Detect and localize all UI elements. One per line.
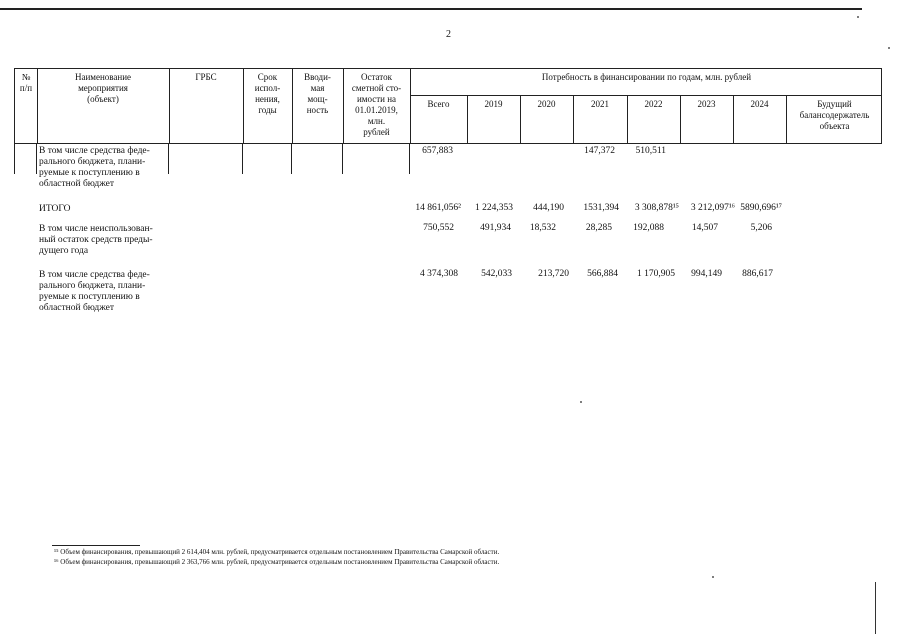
col-divider (291, 144, 292, 174)
footnotes (54, 547, 694, 567)
row-label: ИТОГО (39, 204, 71, 214)
row-value: 542,033 (481, 269, 512, 279)
scan-edge-mark (875, 582, 876, 634)
header-capacity: Вводи- мая мощ- ность (304, 72, 331, 115)
header-no: № п/п (19, 72, 33, 93)
row-value: 28,285 (585, 223, 612, 233)
header-balance: Остаток сметной сто- имости на 01.01.2019, млн. рублей (351, 72, 402, 137)
header-term: Срок испол- нения, годы (254, 72, 281, 115)
row-value: 1531,394 (583, 203, 619, 213)
header-need: Потребность в финансировании по годам, млн. рублей (541, 72, 752, 82)
header-subrule (410, 95, 881, 96)
header-year: 2023 (697, 99, 716, 109)
row-value: 5,206 (750, 223, 772, 233)
footnote-15: ¹⁵ Объем финансирования, превышающий 2 614,404 млн. рублей, предусматривается отдельным постановлением Правительства Самарской области. (54, 548, 500, 556)
header-year: 2022 (644, 99, 663, 109)
header-grbs: ГРБС (195, 72, 217, 82)
row-value: 566,884 (587, 269, 618, 279)
top-rule (0, 8, 862, 10)
row-total: 657,883 (422, 146, 453, 156)
scan-speck (712, 576, 714, 578)
row-value: 1 170,905 (637, 269, 675, 279)
scan-speck (888, 47, 890, 49)
col-divider (342, 144, 343, 174)
row-value: 192,088 (633, 223, 664, 233)
row-value: 5890,696¹⁷ (740, 203, 782, 213)
header-name: Наименование мероприятия (объект) (74, 72, 132, 104)
header-year: 2021 (591, 99, 609, 109)
scan-speck (580, 401, 582, 403)
row-value: 14,507 (691, 223, 718, 233)
row-value: 491,934 (480, 223, 511, 233)
row-value: 510,511 (635, 146, 666, 156)
page-number: 2 (446, 29, 451, 40)
row-value: 3 212,097¹⁶ (690, 203, 735, 213)
col-divider (14, 144, 15, 174)
header-year: 2020 (537, 99, 556, 109)
row-value: 886,617 (742, 269, 773, 279)
col-divider (36, 144, 37, 174)
row-value: 1 224,353 (475, 203, 513, 213)
row-value: 213,720 (538, 269, 569, 279)
col-divider (168, 144, 169, 174)
row-total: 750,552 (423, 223, 454, 233)
col-divider (242, 144, 243, 174)
row-value: 18,532 (529, 223, 556, 233)
table-header (14, 68, 882, 144)
row-value: 994,149 (691, 269, 722, 279)
row-value: 444,190 (533, 203, 564, 213)
row-label: В том числе средства феде- рального бюджета, плани- руемые к поступлению в областной бюджет (39, 146, 150, 189)
row-total: 14 861,056² (415, 203, 461, 213)
row-value: 3 308,878¹⁵ (634, 203, 679, 213)
header-holder: Будущий балансодержатель объекта (799, 99, 870, 131)
header-year: 2024 (750, 99, 769, 109)
header-total: Всего (427, 99, 450, 109)
scan-speck (857, 16, 859, 18)
header-year: 2019 (484, 99, 503, 109)
footnote-rule (52, 545, 140, 546)
row-label: В том числе неиспользован- ный остаток средств преды- дущего года (39, 224, 153, 256)
row-total: 4 374,308 (420, 269, 458, 279)
row-label: В том числе средства феде- рального бюджета, плани- руемые к поступлению в областной бюджет (39, 270, 150, 313)
footnote-16: ¹⁶ Объем финансирования, превышающий 2 363,766 млн. рублей, предусматривается отдельным постановлением Правительства Самарской области. (54, 558, 500, 566)
row-value: 147,372 (584, 146, 615, 156)
